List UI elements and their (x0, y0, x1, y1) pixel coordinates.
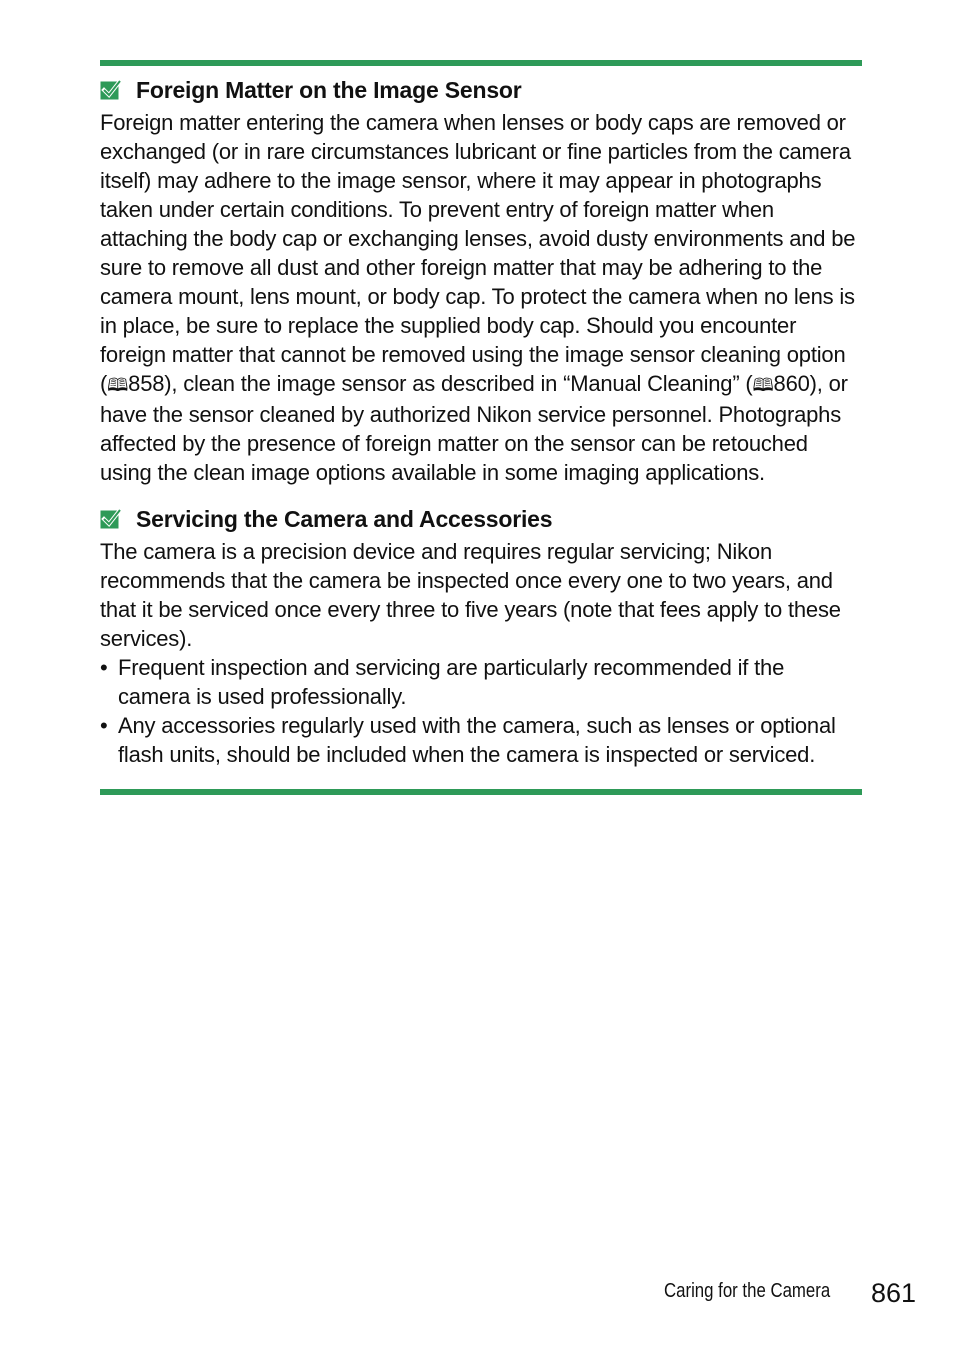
chapter-title: Caring for the Camera (664, 1280, 831, 1302)
top-divider (100, 60, 862, 66)
bottom-divider (100, 789, 862, 795)
paragraph-text: Foreign matter entering the camera when lenses or body caps are removed or exchanged (or in rare circumstances lubricant or fine particles from the camera itself) may adhere to the image sensor, where it may appear in photographs taken under certain conditions. To prevent entry of foreign matter when attaching the body cap or exchanging lenses, avoid dusty environments and be sure to remove all dust and other foreign matter that may be adhering to the camera mount, lens mount, or body cap. To protect the camera when no lens is in place, be sure to replace the supplied body cap. Should you encounter foreign matter that cannot be removed using the image sensor cleaning option ( (100, 110, 856, 396)
list-item (100, 711, 862, 769)
list-item-text: Frequent inspection and servicing are particularly recommended if the camera is used professionally. (118, 655, 785, 709)
book-reference-icon: 🕮 (752, 375, 774, 396)
section-title-servicing: Servicing the Camera and Accessories (136, 505, 553, 532)
page-footer (664, 1278, 924, 1312)
section-header-servicing (100, 501, 862, 537)
list-item-text: Any accessories regularly used with the camera, such as lenses or optional flash units, should be included when the camera is inspected or serviced. (118, 713, 836, 767)
page-reference-link[interactable]: 860 (773, 371, 810, 396)
checkmark-box-icon (100, 508, 122, 530)
servicing-paragraph: The camera is a precision device and requires regular servicing; Nikon recommends that the camera be inspected once every one to two years, and that it be serviced once every three to five years (note that fees apply to these services). (100, 539, 841, 651)
foreign-matter-paragraph (100, 108, 862, 487)
page-number: 861 (871, 1278, 917, 1308)
checkmark-box-icon (100, 79, 122, 101)
page-content (100, 60, 862, 795)
page-reference-link[interactable]: 858 (128, 371, 165, 396)
section-header-foreign-matter (100, 72, 862, 108)
paragraph-text: ), clean the image sensor as described in “Manual Cleaning” ( (164, 371, 753, 396)
list-item (100, 653, 862, 711)
paragraph-text: ), or have the sensor cleaned by authorized Nikon service personnel. Photographs affected by the presence of foreign matter on the sensor can be retouched using the clean image options available in some imaging applications. (100, 371, 848, 485)
bullet-icon: • (100, 655, 108, 680)
bullet-icon: • (100, 713, 108, 738)
servicing-bullet-list (100, 653, 862, 769)
section-title-foreign-matter: Foreign Matter on the Image Sensor (136, 76, 522, 103)
book-reference-icon: 🕮 (107, 375, 129, 396)
